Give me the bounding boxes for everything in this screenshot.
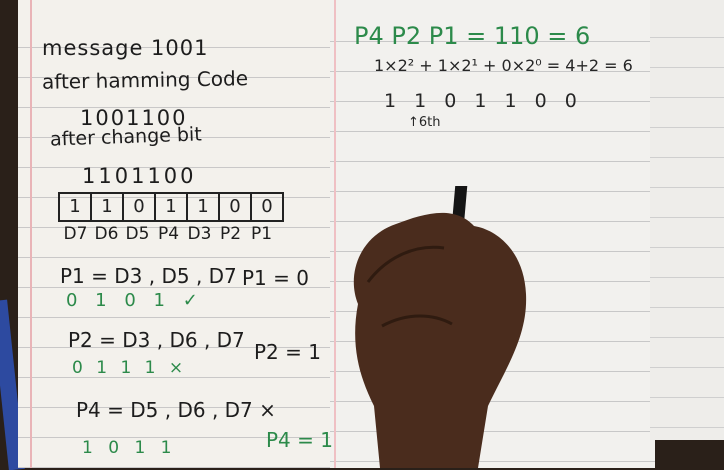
bit-table [60, 192, 284, 222]
bit-cell: 1 [186, 192, 220, 222]
margin-line [334, 0, 336, 468]
bit-cell: 0 [122, 192, 156, 222]
p1-bits: 0 1 0 1 ✓ [66, 290, 204, 311]
p4-value: P4 = 1 [266, 428, 333, 452]
bit-label: D7 [63, 224, 88, 244]
position-calculation: 1×2² + 1×2¹ + 0×2⁰ = 4+2 = 6 [374, 56, 633, 75]
p4-equation: P4 = D5 , D6 , D7 × [76, 398, 276, 422]
bit-label: P4 [157, 224, 180, 244]
sixth-bit-pointer: ↑6th [408, 115, 441, 130]
after-change-line: after change bit [49, 123, 203, 151]
bit-cell: 1 [58, 192, 92, 222]
parity-result: P4 P2 P1 = 110 = 6 [354, 22, 591, 50]
p1-equation: P1 = D3 , D5 , D7 [60, 264, 237, 288]
p2-bits: 0 1 1 1 × [72, 358, 188, 378]
message-line: message 1001 [42, 36, 209, 60]
far-page-edge [650, 0, 724, 440]
bit-labels [60, 224, 277, 244]
p1-value: P1 = 0 [242, 266, 309, 290]
bit-label: D6 [94, 224, 119, 244]
p2-value: P2 = 1 [254, 340, 321, 364]
bit-cell: 0 [218, 192, 252, 222]
corrected-code: 1 1 0 1 1 0 0 [384, 90, 583, 112]
hand [354, 213, 526, 468]
bit-cell: 1 [154, 192, 188, 222]
after-hamming-line: after hamming Code [41, 66, 249, 94]
p2-equation: P2 = D3 , D6 , D7 [68, 328, 245, 352]
bit-label: P2 [219, 224, 242, 244]
changed-code: 1101100 [82, 164, 197, 188]
hamming-code: 1001100 [80, 106, 188, 130]
p4-bits: 1 0 1 1 [82, 438, 177, 458]
bit-label: D3 [187, 224, 212, 244]
bit-cell: 1 [90, 192, 124, 222]
hand-with-pencil [338, 186, 548, 468]
bit-label: P1 [250, 224, 273, 244]
margin-line [30, 0, 32, 468]
bit-cell: 0 [250, 192, 284, 222]
bit-label: D5 [125, 224, 150, 244]
